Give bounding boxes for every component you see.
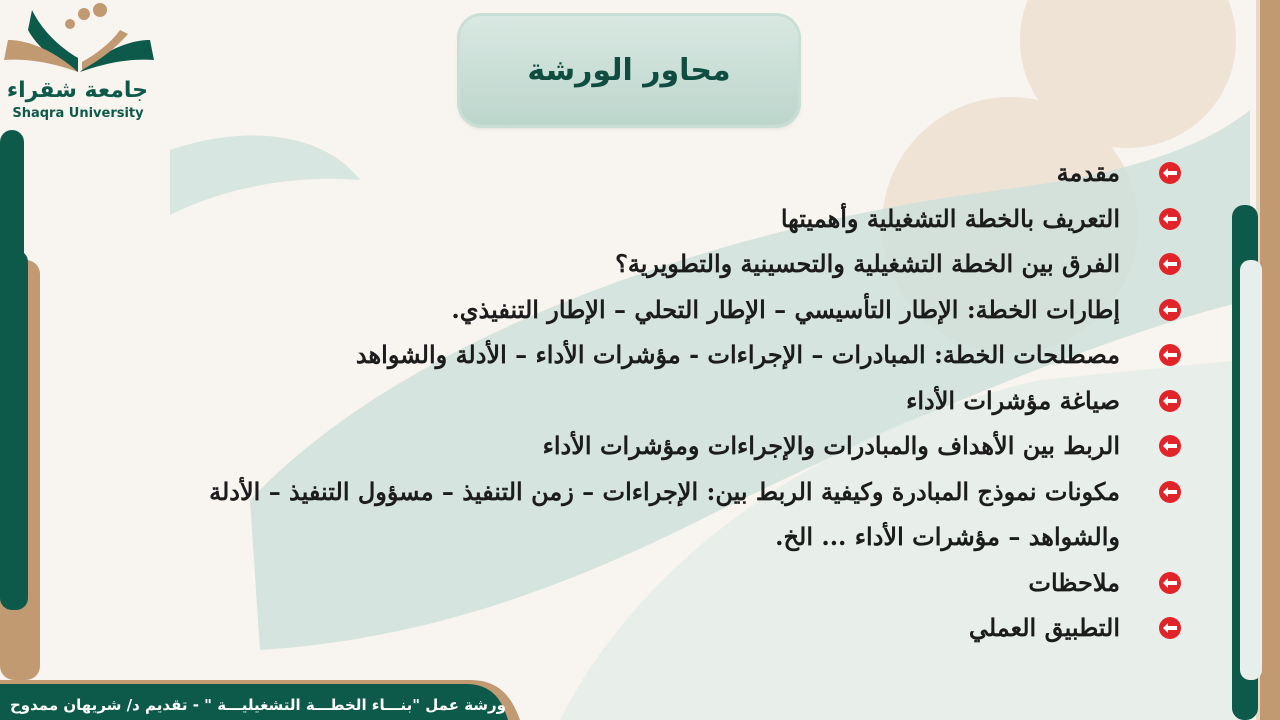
title-box [460, 16, 798, 125]
agenda-item-text: إطارات الخطة: الإطار التأسيسي – الإطار التحلي – الإطار التنفيذي. [451, 294, 1120, 324]
agenda-item [182, 241, 1182, 287]
agenda-item-text: مقدمة [1056, 158, 1120, 187]
red-arrow-bullet-icon [1158, 389, 1182, 413]
logo-name-arabic: جامعة شقراء [6, 78, 148, 103]
red-arrow-bullet-icon [1158, 207, 1182, 231]
red-arrow-bullet-icon [1158, 343, 1182, 367]
agenda-item [182, 423, 1182, 469]
agenda-item-text: التعريف بالخطة التشغيلية وأهميتها [780, 203, 1120, 233]
red-arrow-bullet-icon [1158, 571, 1182, 595]
red-arrow-bullet-icon [1158, 252, 1182, 276]
agenda-item-text: صياغة مؤشرات الأداء [906, 385, 1120, 415]
agenda-item-text: الربط بين الأهداف والمبادرات والإجراءات ومؤشرات الأداء [542, 431, 1120, 460]
red-arrow-bullet-icon [1158, 298, 1182, 322]
agenda-item [182, 560, 1182, 606]
agenda-item [182, 605, 1182, 651]
agenda-item [182, 196, 1182, 242]
footer-text: ورشة عمل "بنـــاء الخطـــة التشغيليـــة " - تقديم د/ شريهان ممدوح [9, 696, 507, 714]
red-arrow-bullet-icon [1158, 161, 1182, 185]
agenda-item-text: الفرق بين الخطة التشغيلية والتحسينية والتطويرية؟ [615, 249, 1120, 278]
agenda-item-text: مكونات نموذج المبادرة وكيفية الربط بين: الإجراءات – زمن التنفيذ – مسؤول التنفيذ – الأدلة والشواهد – مؤشرات الأداء ... الخ. [209, 476, 1120, 551]
university-logo [0, 0, 160, 130]
agenda-list [182, 150, 1182, 651]
agenda-item [182, 150, 1182, 196]
agenda-item [182, 332, 1182, 378]
red-arrow-bullet-icon [1158, 434, 1182, 458]
agenda-item-text: مصطلحات الخطة: المبادرات – الإجراءات - مؤشرات الأداء – الأدلة والشواهد [355, 340, 1120, 369]
red-arrow-bullet-icon [1158, 616, 1182, 640]
agenda-item [182, 469, 1182, 560]
agenda-item [182, 287, 1182, 333]
open-book-logo-icon [0, 0, 160, 80]
agenda-item-text: ملاحظات [1028, 567, 1120, 597]
logo-name-english: Shaqra University [12, 106, 144, 121]
red-arrow-bullet-icon [1158, 480, 1182, 504]
slide-title: محاور الورشة [527, 53, 731, 88]
agenda-item-text: التطبيق العملي [968, 613, 1120, 642]
agenda-item [182, 378, 1182, 424]
